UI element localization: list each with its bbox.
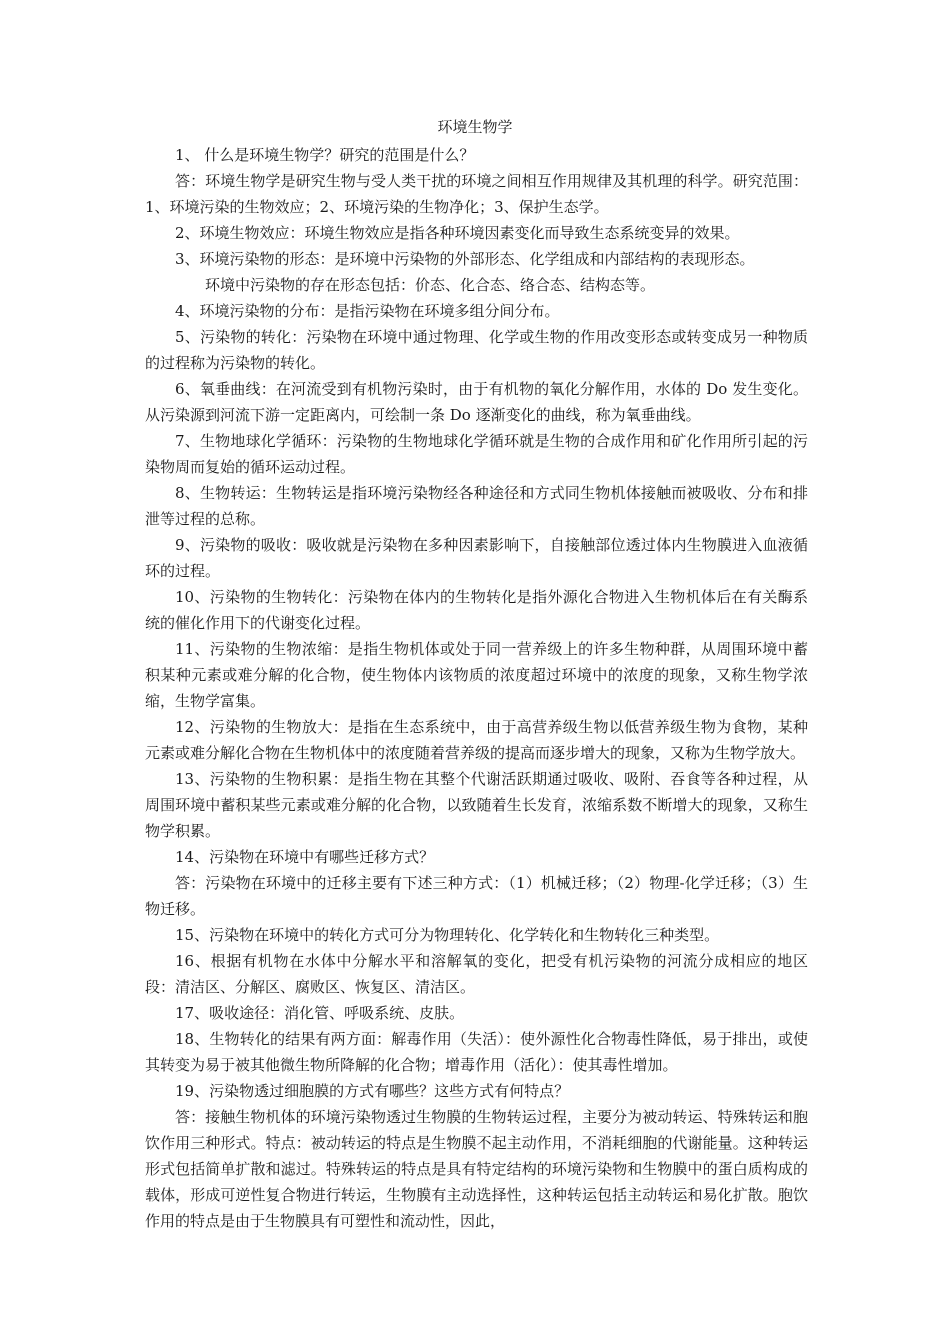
paragraph-3: 3、环境污染物的形态：是环境中污染物的外部形态、化学组成和内部结构的表现形态。 xyxy=(175,250,755,268)
paragraph-17: 17、吸收途径：消化管、呼吸系统、皮肤。 xyxy=(175,1004,465,1022)
paragraph-10: 10、污染物的生物转化：污染物在体内的生物转化是指外源化合物进入生物机体后在有关酶系统的催化作用下的代谢变化过程。 xyxy=(145,588,808,632)
paragraph-a1: 答：环境生物学是研究生物与受人类干扰的环境之间相互作用规律及其机理的科学。研究范围：1、环境污染的生物效应；2、环境污染的生物净化；3、保护生态学。 xyxy=(145,172,808,216)
paragraph-8: 8、生物转运：生物转运是指环境污染物经各种途径和方式同生物机体接触而被吸收、分布和排泄等过程的总称。 xyxy=(145,484,808,528)
paragraph-3-sub: 环境中污染物的存在形态包括：价态、化合态、络合态、结构态等。 xyxy=(205,276,656,294)
paragraph-7: 7、生物地球化学循环：污染物的生物地球化学循环就是生物的合成作用和矿化作用所引起的污染物周而复始的循环运动过程。 xyxy=(145,432,808,476)
paragraph-a14: 答：污染物在环境中的迁移主要有下述三种方式：（1）机械迁移；（2）物理-化学迁移；（3）生物迁移。 xyxy=(145,874,808,918)
paragraph-4: 4、环境污染物的分布：是指污染物在环境多组分间分布。 xyxy=(175,302,560,320)
paragraph-a19: 答：接触生物机体的环境污染物透过生物膜的生物转运过程，主要分为被动转运、特殊转运和胞饮作用三种形式。特点：被动转运的特点是生物膜不起主动作用，不消耗细胞的代谢能量。这种转运形式包括简单扩散和滤过。特殊转运的特点是具有特定结构的环境污染物和生物膜中的蛋白质构成的载体，形成可逆性复合物进行转运，生物膜有主动选择性，这种转运包括主动转运和易化扩散。胞饮作用的特点是由于生物膜具有可塑性和流动性，因此， xyxy=(145,1108,808,1230)
paragraph-9: 9、污染物的吸收：吸收就是污染物在多种因素影响下，自接触部位透过体内生物膜进入血液循环的过程。 xyxy=(145,536,808,580)
paragraph-11: 11、污染物的生物浓缩：是指生物机体或处于同一营养级上的许多生物种群，从周围环境中蓄积某种元素或难分解的化合物，使生物体内该物质的浓度超过环境中的浓度的现象，又称生物学浓缩，生物学富集。 xyxy=(145,640,808,710)
paragraph-15: 15、污染物在环境中的转化方式可分为物理转化、化学转化和生物转化三种类型。 xyxy=(175,926,720,944)
paragraph-13: 13、污染物的生物积累：是指生物在其整个代谢活跃期通过吸收、吸附、吞食等各种过程，从周围环境中蓄积某些元素或难分解的化合物，以致随着生长发育，浓缩系数不断增大的现象，又称生物学积累。 xyxy=(145,770,808,840)
paragraph-q19: 19、污染物透过细胞膜的方式有哪些？这些方式有何特点？ xyxy=(175,1082,570,1100)
paragraph-16: 16、根据有机物在水体中分解水平和溶解氧的变化，把受有机污染物的河流分成相应的地区段：清洁区、分解区、腐败区、恢复区、清洁区。 xyxy=(145,952,808,996)
document-title: 环境生物学 xyxy=(437,118,513,136)
paragraph-12: 12、污染物的生物放大：是指在生态系统中，由于高营养级生物以低营养级生物为食物，某种元素或难分解化合物在生物机体中的浓度随着营养级的提高而逐步增大的现象，又称为生物学放大。 xyxy=(145,718,808,762)
document-body xyxy=(145,142,808,1234)
paragraph-5: 5、污染物的转化：污染物在环境中通过物理、化学或生物的作用改变形态或转变成另一种物质的过程称为污染物的转化。 xyxy=(145,328,808,372)
paragraph-q14: 14、污染物在环境中有哪些迁移方式？ xyxy=(175,848,435,866)
paragraph-18: 18、生物转化的结果有两方面：解毒作用（失活）：使外源性化合物毒性降低，易于排出，或使其转变为易于被其他微生物所降解的化合物；增毒作用（活化）：使其毒性增加。 xyxy=(145,1030,808,1074)
paragraph-6: 6、氧垂曲线：在河流受到有机物污染时，由于有机物的氧化分解作用，水体的 Do 发生变化。从污染源到河流下游一定距离内，可绘制一条 Do 逐渐变化的曲线，称为氧垂曲线。 xyxy=(145,380,808,424)
paragraph-q1: 1、 什么是环境生物学？研究的范围是什么？ xyxy=(175,146,475,164)
paragraph-2: 2、环境生物效应：环境生物效应是指各种环境因素变化而导致生态系统变异的效果。 xyxy=(175,224,740,242)
